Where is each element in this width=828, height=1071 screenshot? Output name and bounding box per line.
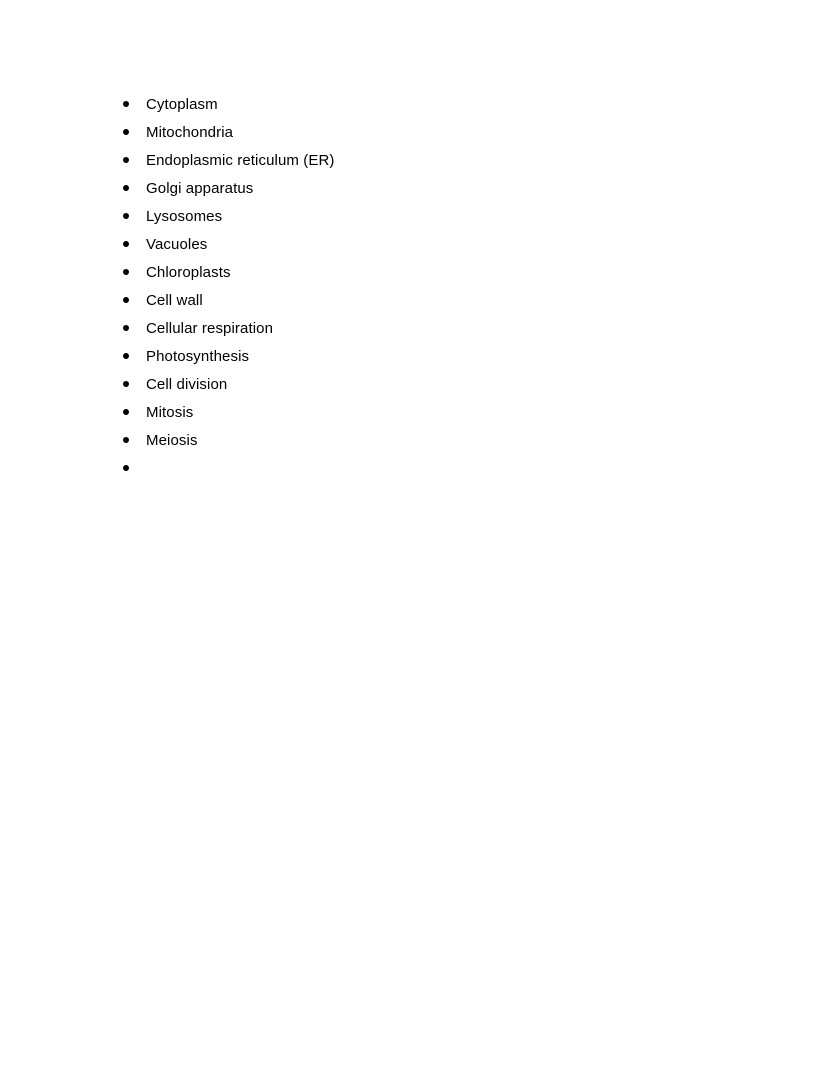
list-item [0, 370, 335, 398]
bullet-icon [123, 185, 129, 191]
list-item [0, 90, 335, 118]
list-item [0, 398, 335, 426]
list-item-text: Cell wall [146, 291, 203, 309]
bullet-icon [123, 325, 129, 331]
bullet-list [0, 90, 335, 482]
list-item-text: Mitochondria [146, 123, 234, 141]
bullet-icon [123, 437, 129, 443]
list-item-text: Cellular respiration [146, 319, 274, 337]
list-item [0, 118, 335, 146]
list-item-text: Chloroplasts [146, 263, 231, 281]
list-item-text: Endoplasmic reticulum (ER) [146, 151, 335, 169]
list-item-text: Golgi apparatus [146, 179, 254, 197]
bullet-icon [123, 465, 129, 471]
list-item-text: Cell division [146, 375, 228, 393]
list-item [0, 258, 335, 286]
list-item [0, 230, 335, 258]
list-item-text: Cytoplasm [146, 95, 218, 113]
list-item [0, 314, 335, 342]
list-item-text: Mitosis [146, 403, 194, 421]
bullet-icon [123, 269, 129, 275]
list-item [0, 174, 335, 202]
bullet-icon [123, 129, 129, 135]
bullet-icon [123, 241, 129, 247]
list-item-text: Photosynthesis [146, 347, 250, 365]
list-item-text: Vacuoles [146, 235, 208, 253]
list-item-text: Meiosis [146, 431, 198, 449]
list-item [0, 426, 335, 454]
bullet-icon [123, 381, 129, 387]
list-item [0, 342, 335, 370]
list-item [0, 146, 335, 174]
bullet-icon [123, 409, 129, 415]
bullet-icon [123, 157, 129, 163]
list-item [0, 202, 335, 230]
bullet-icon [123, 353, 129, 359]
list-item [0, 454, 335, 482]
bullet-icon [123, 213, 129, 219]
list-item [0, 286, 335, 314]
bullet-icon [123, 101, 129, 107]
bullet-icon [123, 297, 129, 303]
list-item-text: Lysosomes [146, 207, 223, 225]
